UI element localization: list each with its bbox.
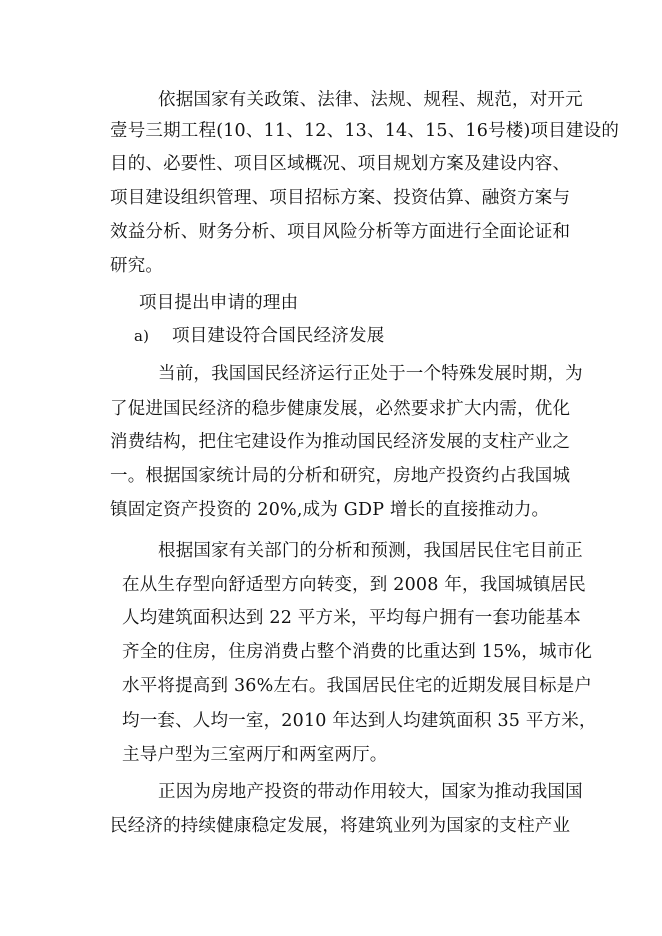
subsection-title: 项目建设符合国民经济发展 [172, 326, 385, 346]
paragraph-1-line-3: 消费结构，把住宅建设作为推动国民经济发展的支柱产业之 [110, 432, 571, 452]
intro-line-1: 依据国家有关政策、法律、法规、规程、规范，对开元 [158, 90, 583, 110]
paragraph-1-line-2: 了促进国民经济的稳步健康发展，必然要求扩大内需，优化 [110, 399, 571, 419]
intro-line-2: 壹号三期工程(10、11、12、13、14、15、16号楼)项目建设的 [110, 121, 620, 141]
intro-line-6: 研究。 [110, 256, 164, 276]
paragraph-2-line-7: 主导户型为三室两厅和两室两厅。 [122, 745, 388, 765]
intro-line-5: 效益分析、财务分析、项目风险分析等方面进行全面论证和 [110, 222, 571, 242]
paragraph-2-line-4: 齐全的住房，住房消费占整个消费的比重达到 15%，城市化 [122, 642, 593, 662]
paragraph-2-line-2: 在从生存型向舒适型方向转变，到 2008 年，我国城镇居民 [122, 575, 586, 595]
paragraph-3-line-1: 正因为房地产投资的带动作用较大，国家为推动我国国 [158, 782, 583, 802]
section-heading: 项目提出申请的理由 [139, 293, 299, 313]
paragraph-2-line-1: 根据国家有关部门的分析和预测，我国居民住宅目前正 [158, 541, 583, 561]
paragraph-2-line-3: 人均建筑面积达到 22 平方米，平均每户拥有一套功能基本 [122, 608, 581, 628]
paragraph-3-line-2: 民经济的持续健康稳定发展，将建筑业列为国家的支柱产业 [110, 816, 571, 836]
paragraph-2-line-5: 水平将提高到 36%左右。我国居民住宅的近期发展目标是户 [122, 676, 593, 696]
paragraph-1-line-5: 镇固定资产投资的 20%,成为 GDP 增长的直接推动力。 [110, 500, 550, 520]
paragraph-2-line-6: 均一套、人均一室，2010 年达到人均建筑面积 35 平方米， [122, 711, 597, 731]
paragraph-1-line-1: 当前，我国国民经济运行正处于一个特殊发展时期，为 [158, 364, 583, 384]
intro-line-4: 项目建设组织管理、项目招标方案、投资估算、融资方案与 [110, 188, 571, 208]
intro-line-3: 目的、必要性、项目区域概况、项目规划方案及建设内容、 [110, 154, 571, 174]
subsection-marker: a) [134, 327, 150, 345]
paragraph-1-line-4: 一。根据国家统计局的分析和研究，房地产投资约占我国城 [110, 466, 571, 486]
